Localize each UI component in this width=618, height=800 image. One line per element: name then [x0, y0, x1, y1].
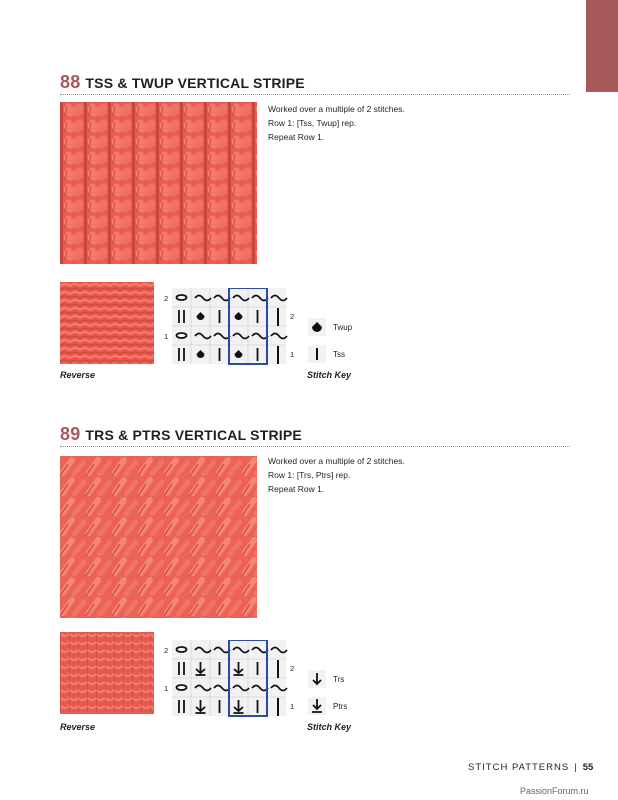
- row-label-right: 1: [290, 702, 295, 711]
- stitch-key-caption: Stitch Key: [307, 722, 352, 732]
- row-label-left: 1: [164, 684, 169, 693]
- row-label-left: 2: [164, 294, 169, 303]
- pattern-89-swatch-photo: [60, 456, 257, 618]
- row-label-right: 1: [290, 350, 295, 359]
- pattern-number: 89: [60, 424, 81, 444]
- instruction-line: Worked over a multiple of 2 stitches.: [268, 104, 405, 114]
- ptrs-symbol-icon: [308, 697, 326, 715]
- stitch-key-caption: Stitch Key: [307, 370, 352, 380]
- instruction-line: Repeat Row 1.: [268, 132, 325, 142]
- pattern-88-title: [60, 72, 570, 95]
- reverse-caption: Reverse: [60, 370, 96, 380]
- instruction-line: Worked over a multiple of 2 stitches.: [268, 456, 405, 466]
- row-label-left: 1: [164, 332, 169, 341]
- pattern-88-instructions: [268, 102, 405, 144]
- trs-symbol-icon: [308, 670, 326, 688]
- pattern-name: TRS & PTRS VERTICAL STRIPE: [85, 427, 302, 443]
- key-label-ptrs: Ptrs: [333, 702, 348, 711]
- pattern-89-title: [60, 424, 570, 447]
- key-label-trs: Trs: [333, 675, 345, 684]
- instruction-line: Repeat Row 1.: [268, 484, 325, 494]
- pattern-88-swatch-photo: [60, 102, 257, 264]
- instruction-line: Row 1: [Tss, Twup] rep.: [268, 118, 357, 128]
- pattern-89-instructions: [268, 454, 405, 496]
- pattern-89-reverse-photo: [60, 632, 154, 714]
- page-footer: [468, 762, 593, 773]
- row-label-right: 2: [290, 312, 295, 321]
- instruction-line: Row 1: [Trs, Ptrs] rep.: [268, 470, 351, 480]
- twup-symbol-icon: [308, 318, 326, 336]
- page-number: 55: [582, 762, 594, 773]
- row-label-left: 2: [164, 646, 169, 655]
- chapter-tab: [586, 0, 618, 92]
- pattern-name: TSS & TWUP VERTICAL STRIPE: [85, 75, 305, 91]
- tss-symbol-icon: [308, 345, 326, 363]
- footer-section-title: STITCH PATTERNS: [468, 762, 570, 773]
- pattern-88-chart: [172, 288, 302, 368]
- pattern-89-chart: [172, 640, 302, 720]
- pattern-88-reverse-photo: [60, 282, 154, 364]
- key-label-twup: Twup: [333, 323, 353, 332]
- watermark: PassionForum.ru: [520, 786, 589, 796]
- pattern-number: 88: [60, 72, 81, 92]
- row-label-right: 2: [290, 664, 295, 673]
- footer-separator: |: [574, 762, 578, 773]
- reverse-caption: Reverse: [60, 722, 96, 732]
- key-label-tss: Tss: [333, 350, 345, 359]
